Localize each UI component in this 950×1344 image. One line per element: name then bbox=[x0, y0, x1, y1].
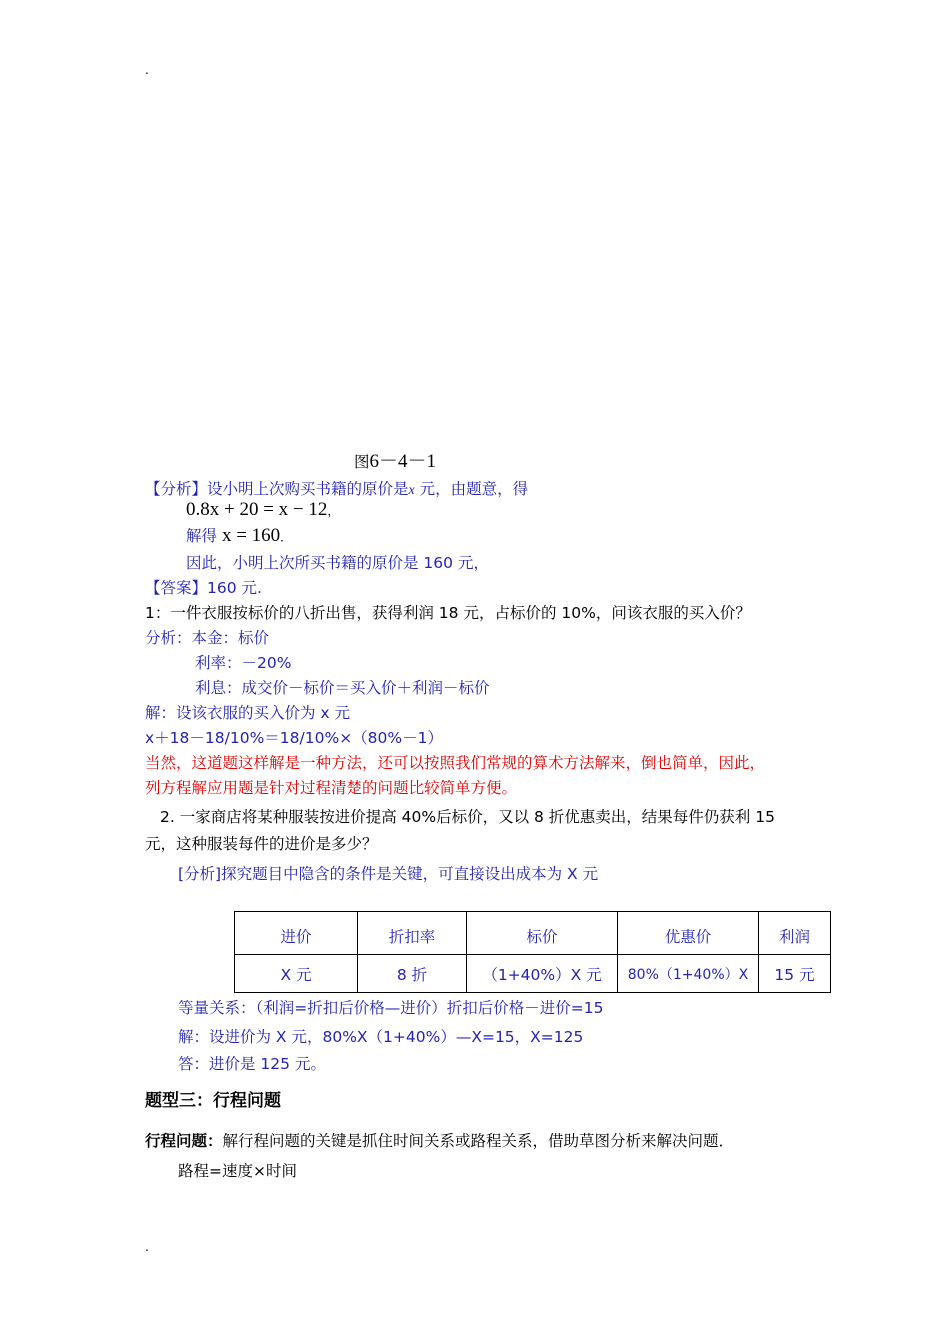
variable-x: x bbox=[408, 483, 415, 498]
answer-value: 160 元. bbox=[207, 579, 262, 597]
answer-tag: 【答案】 bbox=[145, 579, 208, 597]
problem1-question: 1：一件衣服按标价的八折出售，获得利润 18 元，占标价的 10%，问该衣服的买入价？ bbox=[145, 604, 751, 622]
problem2-analysis: [分析]探究题目中隐含的条件是关键，可直接设出成本为 X 元 bbox=[178, 865, 599, 883]
problem2-solution: 解：设进价为 X 元，80%X（1+40%）—X=15，X=125 bbox=[178, 1028, 584, 1046]
example-analysis bbox=[145, 479, 528, 501]
section3-heading: 题型三：行程问题 bbox=[145, 1091, 281, 1111]
analysis-text-b: 元，由题意，得 bbox=[414, 480, 529, 498]
table-row bbox=[235, 955, 831, 993]
problem1-analysis-rate: 利率：－20% bbox=[195, 654, 292, 672]
problem1-note-line1: 当然，这道题这样解是一种方法，还可以按照我们常规的算术方法解来，倒也简单，因此， bbox=[145, 754, 766, 772]
equation-suffix: ， bbox=[327, 504, 340, 518]
footer-dot: . bbox=[145, 1240, 149, 1254]
table-header-cell: 利润 bbox=[759, 912, 831, 955]
example-solution-line bbox=[186, 526, 292, 547]
example-equation: 0.8x + 20 = x − 12 bbox=[186, 499, 328, 520]
analysis-text-a: 设小明上次购买书籍的原价是 bbox=[207, 480, 409, 498]
table-header-cell: 优惠价 bbox=[618, 912, 759, 955]
figure-caption-number: 6－4－1 bbox=[369, 451, 437, 472]
table-header-cell: 折扣率 bbox=[358, 912, 467, 955]
problem1-analysis-principal: 分析：本金：标价 bbox=[145, 629, 270, 647]
problem1-analysis-interest: 利息：成交价－标价＝买入价＋利润－标价 bbox=[195, 679, 490, 697]
table-cell: X 元 bbox=[235, 955, 358, 993]
section3-description: 解行程问题的关键是抓住时间关系或路程关系，借助草图分析来解决问题． bbox=[222, 1132, 735, 1150]
table-header-row bbox=[235, 912, 831, 955]
solve-prefix: 解得 bbox=[186, 527, 218, 545]
example-answer bbox=[145, 578, 262, 598]
problem2-answer: 答：进价是 125 元。 bbox=[178, 1055, 326, 1073]
header-dot: . bbox=[145, 63, 149, 77]
section3-description-line bbox=[145, 1131, 734, 1151]
table-header-cell: 标价 bbox=[467, 912, 618, 955]
example-therefore: 因此，小明上次所买书籍的原价是 160 元， bbox=[186, 554, 489, 572]
table-cell: 80%（1+40%）X bbox=[618, 955, 759, 993]
price-table bbox=[234, 911, 831, 993]
example-solution: x = 160 bbox=[221, 525, 281, 546]
figure-caption bbox=[354, 452, 436, 472]
problem2-relation: 等量关系：（利润=折扣后价格—进价）折扣后价格－进价=15 bbox=[178, 999, 604, 1017]
analysis-tag: 【分析】 bbox=[145, 480, 208, 498]
table-cell: 15 元 bbox=[759, 955, 831, 993]
problem2-question-line2: 元，这种服装每件的进价是多少？ bbox=[145, 835, 378, 853]
table-cell: 8 折 bbox=[358, 955, 467, 993]
problem1-note-line2: 列方程解应用题是针对过程清楚的问题比较简单方便。 bbox=[145, 779, 518, 797]
solution-suffix: ． bbox=[280, 530, 293, 544]
section3-term: 行程问题： bbox=[145, 1132, 223, 1150]
section3-formula: 路程=速度×时间 bbox=[178, 1162, 297, 1180]
problem2-question-line1: 2. 一家商店将某种服装按进价提高 40%后标价，又以 8 折优惠卖出，结果每件仍获利 15 bbox=[160, 808, 775, 826]
figure-caption-prefix: 图 bbox=[354, 453, 370, 471]
table-header-cell: 进价 bbox=[235, 912, 358, 955]
problem1-solution-equation: x＋18－18/10%＝18/10%×（80%－1） bbox=[145, 729, 443, 747]
table-cell: （1+40%）X 元 bbox=[467, 955, 618, 993]
problem1-solution-setup: 解：设该衣服的买入价为 x 元 bbox=[145, 704, 351, 722]
example-equation-line bbox=[186, 500, 339, 521]
